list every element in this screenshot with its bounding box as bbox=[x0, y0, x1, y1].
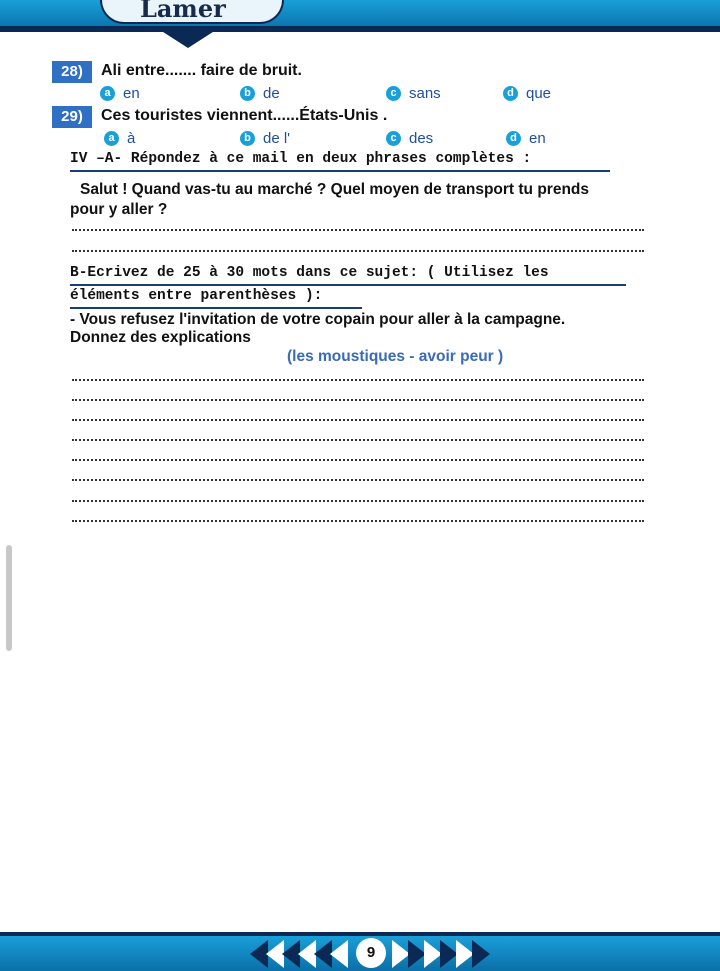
writing-line[interactable] bbox=[72, 479, 644, 481]
scroll-indicator[interactable] bbox=[6, 545, 12, 651]
option-a-icon: a bbox=[100, 86, 115, 101]
writing-line[interactable] bbox=[72, 459, 644, 461]
q28-option-b[interactable] bbox=[240, 85, 280, 102]
writing-line[interactable] bbox=[72, 520, 644, 522]
question-29-text: Ces touristes viennent......États-Unis . bbox=[101, 107, 388, 124]
q29-option-d[interactable] bbox=[506, 130, 546, 147]
header-notch bbox=[160, 30, 216, 48]
mail-text-line1: Salut ! Quand vas-tu au marché ? Quel moyen de transport tu prends bbox=[80, 181, 590, 198]
option-b-icon: b bbox=[240, 86, 255, 101]
q29-option-c[interactable] bbox=[386, 130, 433, 147]
section-b-heading-line1: B-Ecrivez de 25 à 30 mots dans ce sujet: ( Utilisez les bbox=[70, 265, 549, 281]
writing-line[interactable] bbox=[72, 419, 644, 421]
writing-line[interactable] bbox=[72, 439, 644, 441]
option-label: de bbox=[263, 85, 280, 102]
hint-text: (les moustiques - avoir peur ) bbox=[287, 348, 504, 365]
answer-line[interactable] bbox=[72, 229, 644, 231]
option-d-icon: d bbox=[503, 86, 518, 101]
mail-text-line2: pour y aller ? bbox=[70, 201, 168, 218]
chevron-right-icon bbox=[392, 940, 488, 968]
answer-line[interactable] bbox=[72, 250, 644, 252]
option-c-icon: c bbox=[386, 86, 401, 101]
section-b-underline bbox=[70, 307, 362, 309]
logo: Lamer bbox=[140, 0, 226, 23]
question-28-number: 28) bbox=[52, 61, 92, 83]
section-b-heading-line2: éléments entre parenthèses ): bbox=[70, 288, 323, 304]
q29-option-b[interactable] bbox=[240, 130, 290, 147]
question-29-number: 29) bbox=[52, 106, 92, 128]
option-label: de l' bbox=[263, 130, 291, 147]
q28-option-a[interactable] bbox=[100, 85, 140, 102]
option-b-icon: b bbox=[240, 131, 255, 146]
page-header bbox=[0, 0, 720, 34]
q28-option-d[interactable] bbox=[503, 85, 551, 102]
q28-option-c[interactable] bbox=[386, 85, 441, 102]
prompt-line1: - Vous refusez l'invitation de votre copain pour aller à la campagne. bbox=[70, 311, 566, 328]
writing-line[interactable] bbox=[72, 500, 644, 502]
writing-line[interactable] bbox=[72, 379, 644, 381]
question-28-text: Ali entre....... faire de bruit. bbox=[101, 62, 302, 79]
option-label: en bbox=[529, 130, 546, 147]
prompt-line2: Donnez des explications bbox=[70, 329, 251, 346]
header-rule bbox=[0, 26, 720, 32]
option-label: à bbox=[127, 130, 136, 147]
option-label: en bbox=[123, 85, 140, 102]
section-a-underline bbox=[70, 170, 610, 172]
page-number: 9 bbox=[356, 938, 386, 968]
chevron-left-icon bbox=[250, 940, 346, 968]
section-b-underline bbox=[70, 284, 626, 286]
option-a-icon: a bbox=[104, 131, 119, 146]
section-a-heading: IV –A- Répondez à ce mail en deux phrases complètes : bbox=[70, 151, 532, 167]
q29-option-a[interactable] bbox=[104, 130, 135, 147]
writing-line[interactable] bbox=[72, 399, 644, 401]
option-label: sans bbox=[409, 85, 441, 102]
option-d-icon: d bbox=[506, 131, 521, 146]
option-c-icon: c bbox=[386, 131, 401, 146]
option-label: des bbox=[409, 130, 434, 147]
option-label: que bbox=[526, 85, 552, 102]
